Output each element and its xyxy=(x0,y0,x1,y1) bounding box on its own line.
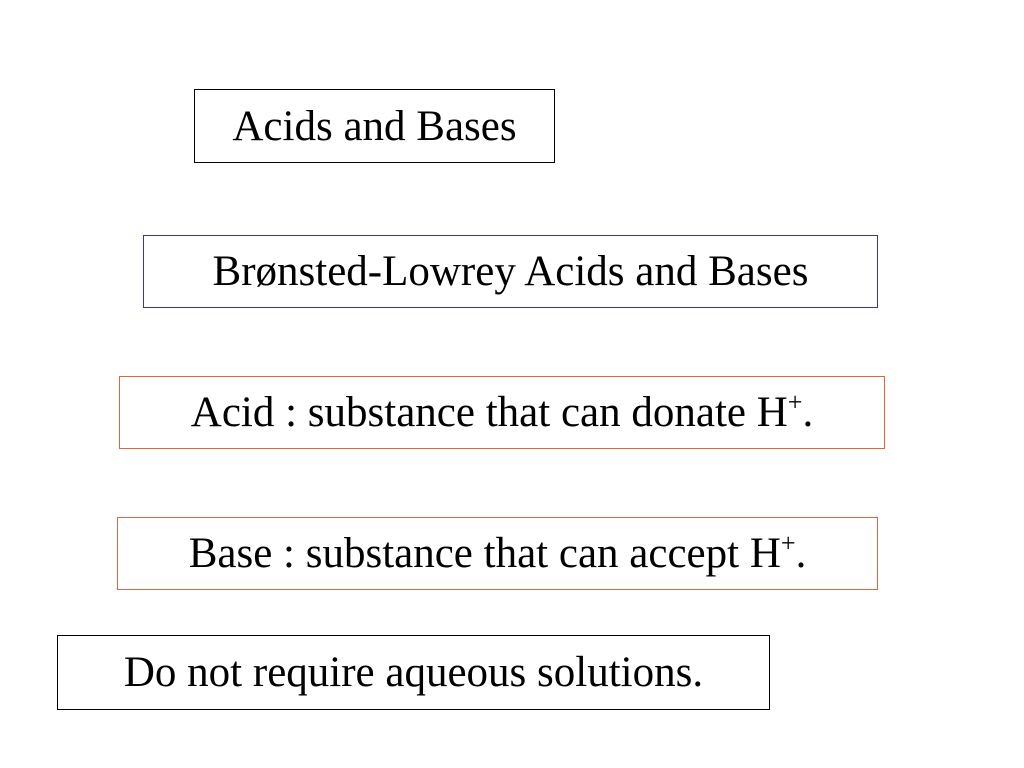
hydrogen-ion-charge: + xyxy=(780,528,796,558)
base-definition-box xyxy=(117,517,878,590)
note-text: Do not require aqueous solutions. xyxy=(123,649,704,696)
slide-subtitle: Brønsted-Lowrey Acids and Bases xyxy=(212,248,809,295)
acid-definition-main: Acid : substance that can donate H xyxy=(190,389,788,436)
hydrogen-ion-charge: + xyxy=(787,387,803,417)
acid-definition-text xyxy=(190,387,814,436)
note-box xyxy=(57,635,770,710)
acid-definition-end: . xyxy=(802,389,814,436)
subtitle-box xyxy=(143,235,878,308)
base-definition-end: . xyxy=(795,530,807,577)
slide-title: Acids and Bases xyxy=(232,102,517,150)
base-definition-text xyxy=(188,528,807,577)
base-definition-main: Base : substance that can accept H xyxy=(188,530,781,577)
acid-definition-box xyxy=(119,376,885,449)
title-box xyxy=(194,89,555,163)
